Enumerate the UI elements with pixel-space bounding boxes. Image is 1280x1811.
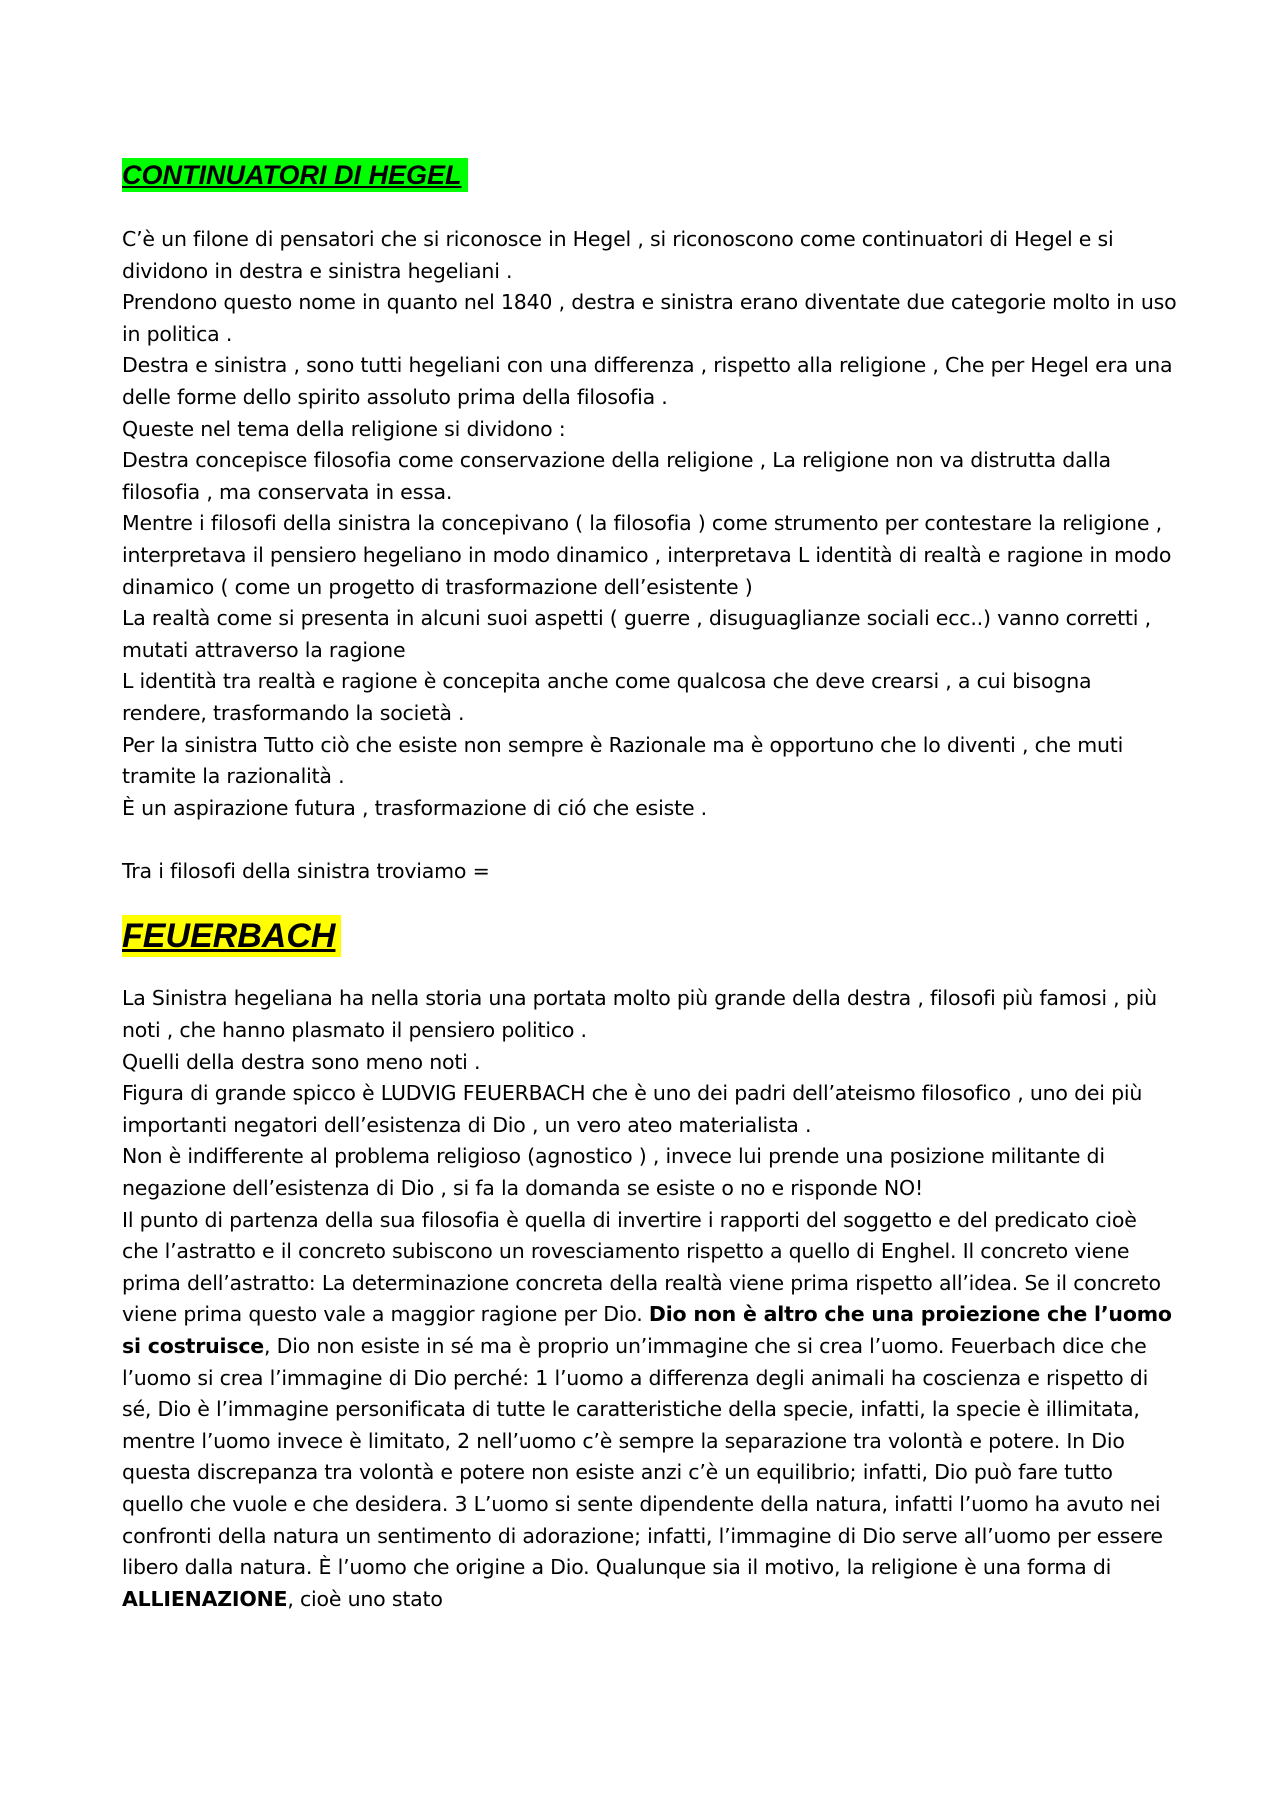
text-run: , Dio non esiste in sé ma è proprio un’immagine che si crea l’uomo. Feuerbach dice che l’uomo si crea l’immagine di Dio perché: 1 l’uomo a differenza degli animali ha coscienza e rispetto di sé, Dio è l’immagine personificata di tutte le caratteristiche della specie, infatti, la specie è illimitata, mentre l’uomo invece è limitato, 2 nell’uomo c’è sempre la separazione tra volontà e potere. In Dio questa discrepanza tra volontà e potere non esiste anzi c’è un equilibrio; infatti, Dio può fare tutto quello che vuole e che desidera. 3 L’uomo si sente dipendente della natura, infatti l’uomo ha avuto nei confronti della natura un sentimento di adorazione; infatti, l’immagine di Dio serve all’uomo per essere libero dalla natura. È l’uomo che origine a Dio. Qualunque sia il motivo, la religione è una forma di <box>122 1334 1163 1580</box>
paragraph: Destra e sinistra , sono tutti hegeliani con una differenza , rispetto alla religione , Che per Hegel era una delle forme dello spirito assoluto prima della filosofia . <box>122 353 1173 409</box>
paragraph: Quelli della destra sono meno noti . <box>122 1049 481 1074</box>
long-paragraph <box>122 1205 1177 1616</box>
bold-text: ALLIENAZIONE <box>122 1586 288 1611</box>
paragraph: L identità tra realtà e ragione è concepita anche come qualcosa che deve crearsi , a cui bisogna rendere, trasformando la società . <box>122 669 1092 725</box>
section-body-feuerbach <box>122 983 1177 1615</box>
paragraph: Destra concepisce filosofia come conservazione della religione , La religione non va distrutta dalla filosofia , ma conservata in essa. <box>122 448 1111 504</box>
paragraph: La Sinistra hegeliana ha nella storia una portata molto più grande della destra , filosofi più famosi , più noti , che hanno plasmato il pensiero politico . <box>122 986 1157 1043</box>
bold-text: Dio non è altro che una proiezione che l’uomo si costruisce <box>122 1302 1172 1358</box>
paragraph: La realtà come si presenta in alcuni suoi aspetti ( guerre , disuguaglianze sociali ecc..) vanno corretti , mutati attraverso la ragione <box>122 606 1151 662</box>
text-run: Il punto di partenza della sua filosofia è quella di invertire i rapporti del soggetto e del predicato cioè che l’astratto e il concreto subiscono un rovesciamento rispetto a quello di Enghel. Il concreto viene prima dell’astratto: La determinazione concreta della realtà viene prima rispetto all’idea. Se il concreto viene prima questo vale a maggior ragione per Dio. <box>122 1207 1161 1327</box>
paragraph: Mentre i filosofi della sinistra la concepivano ( la filosofia ) come strumento per contestare la religione , interpretava il pensiero hegeliano in modo dinamico , interpretava L identità di realtà e ragione in modo dinamico ( come un progetto di trasformazione dell’esistente ) <box>122 511 1172 599</box>
section-title-feuerbach: FEUERBACH <box>122 915 341 957</box>
closing-line: Tra i filosofi della sinistra troviamo = <box>122 858 490 883</box>
section-body-continuatori <box>122 224 1177 887</box>
paragraph: Queste nel tema della religione si dividono : <box>122 416 566 441</box>
paragraph: Figura di grande spicco è LUDVIG FEUERBACH che è uno dei padri dell’ateismo filosofico , uno dei più importanti negatori dell’esistenza di Dio , un vero ateo materialista . <box>122 1081 1143 1137</box>
document-content <box>122 158 1177 1615</box>
text-run: , cioè uno stato <box>287 1586 443 1611</box>
paragraph: Per la sinistra Tutto ciò che esiste non sempre è Razionale ma è opportuno che lo diventi , che muti tramite la razionalità . <box>122 732 1124 789</box>
paragraph: C’è un filone di pensatori che si riconosce in Hegel , si riconoscono come continuatori di Hegel e si dividono in destra e sinistra hegeliani . <box>122 227 1114 283</box>
paragraph: Non è indifferente al problema religioso (agnostico ) , invece lui prende una posizione militante di negazione dell’esistenza di Dio , si fa la domanda se esiste o no e risponde NO! <box>122 1144 1105 1201</box>
paragraph: Prendono questo nome in quanto nel 1840 , destra e sinistra erano diventate due categorie molto in uso in politica . <box>122 290 1177 346</box>
section-title-continuatori: CONTINUATORI DI HEGEL <box>122 158 468 192</box>
paragraph: È un aspirazione futura , trasformazione di ció che esiste . <box>122 795 707 820</box>
